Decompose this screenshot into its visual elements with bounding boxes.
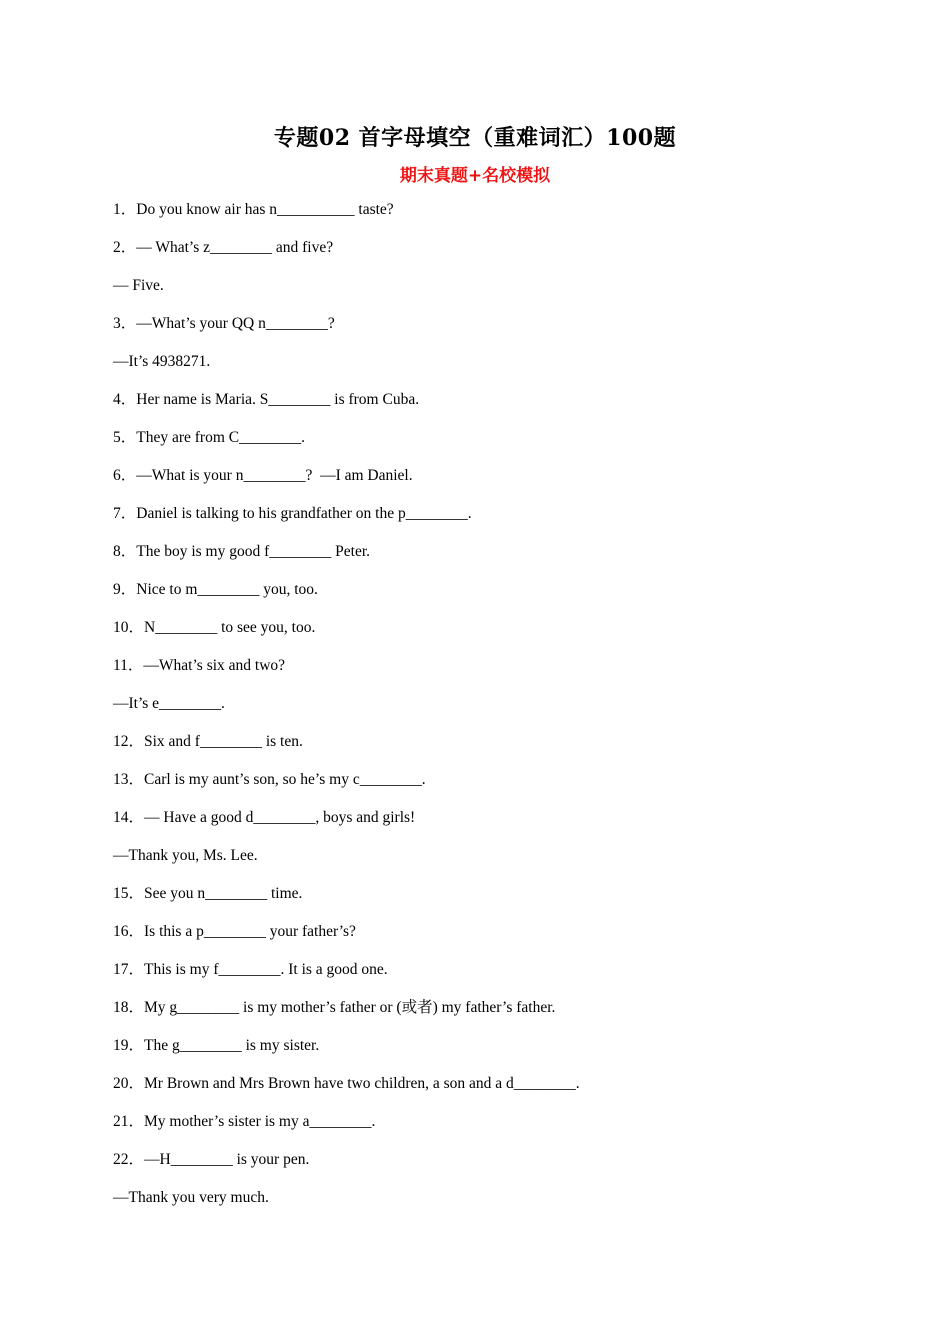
page-subtitle: 期末真题+名校模拟 [399, 166, 551, 186]
question-line: 2．— What’s z________ and five? [113, 239, 334, 256]
question-line: 21．My mother’s sister is my a________. [113, 1113, 376, 1130]
question-line: 14．— Have a good d________, boys and girls! [113, 809, 416, 826]
question-line: —It’s e________. [113, 695, 225, 712]
question-line: — Five. [113, 277, 164, 294]
question-line: —Thank you very much. [113, 1189, 269, 1206]
question-line: 22．—H________ is your pen. [113, 1151, 310, 1168]
question-line: 7．Daniel is talking to his grandfather on the p________. [113, 505, 472, 522]
question-line: 17．This is my f________. It is a good one. [113, 961, 388, 978]
question-line: 18．My g________ is my mother’s father or (或者) my father’s father. [113, 999, 556, 1016]
question-line: 9．Nice to m________ you, too. [113, 581, 318, 598]
question-line: 15．See you n________ time. [113, 885, 303, 902]
question-line: 1．Do you know air has n__________ taste? [113, 201, 394, 218]
question-line: —Thank you, Ms. Lee. [113, 847, 258, 864]
question-line: 12．Six and f________ is ten. [113, 733, 303, 750]
question-line: 19．The g________ is my sister. [113, 1037, 320, 1054]
question-line: 13．Carl is my aunt’s son, so he’s my c________. [113, 771, 426, 788]
question-line: 11．—What’s six and two? [113, 657, 286, 674]
question-line: 20．Mr Brown and Mrs Brown have two children, a son and a d________. [113, 1075, 580, 1092]
question-line: 8．The boy is my good f________ Peter. [113, 543, 371, 560]
question-line: 16．Is this a p________ your father’s? [113, 923, 356, 940]
question-line: 6．—What is your n________? —I am Daniel. [113, 467, 413, 484]
page-title: 专题02 首字母填空（重难词汇）100题 [273, 125, 677, 151]
question-line: 5．They are from C________. [113, 429, 305, 446]
question-line: 3．—What’s your QQ n________? [113, 315, 335, 332]
question-line: 4．Her name is Maria. S________ is from Cuba. [113, 391, 420, 408]
question-line: —It’s 4938271. [113, 353, 211, 370]
question-list [113, 194, 833, 1220]
question-line: 10．N________ to see you, too. [113, 619, 316, 636]
